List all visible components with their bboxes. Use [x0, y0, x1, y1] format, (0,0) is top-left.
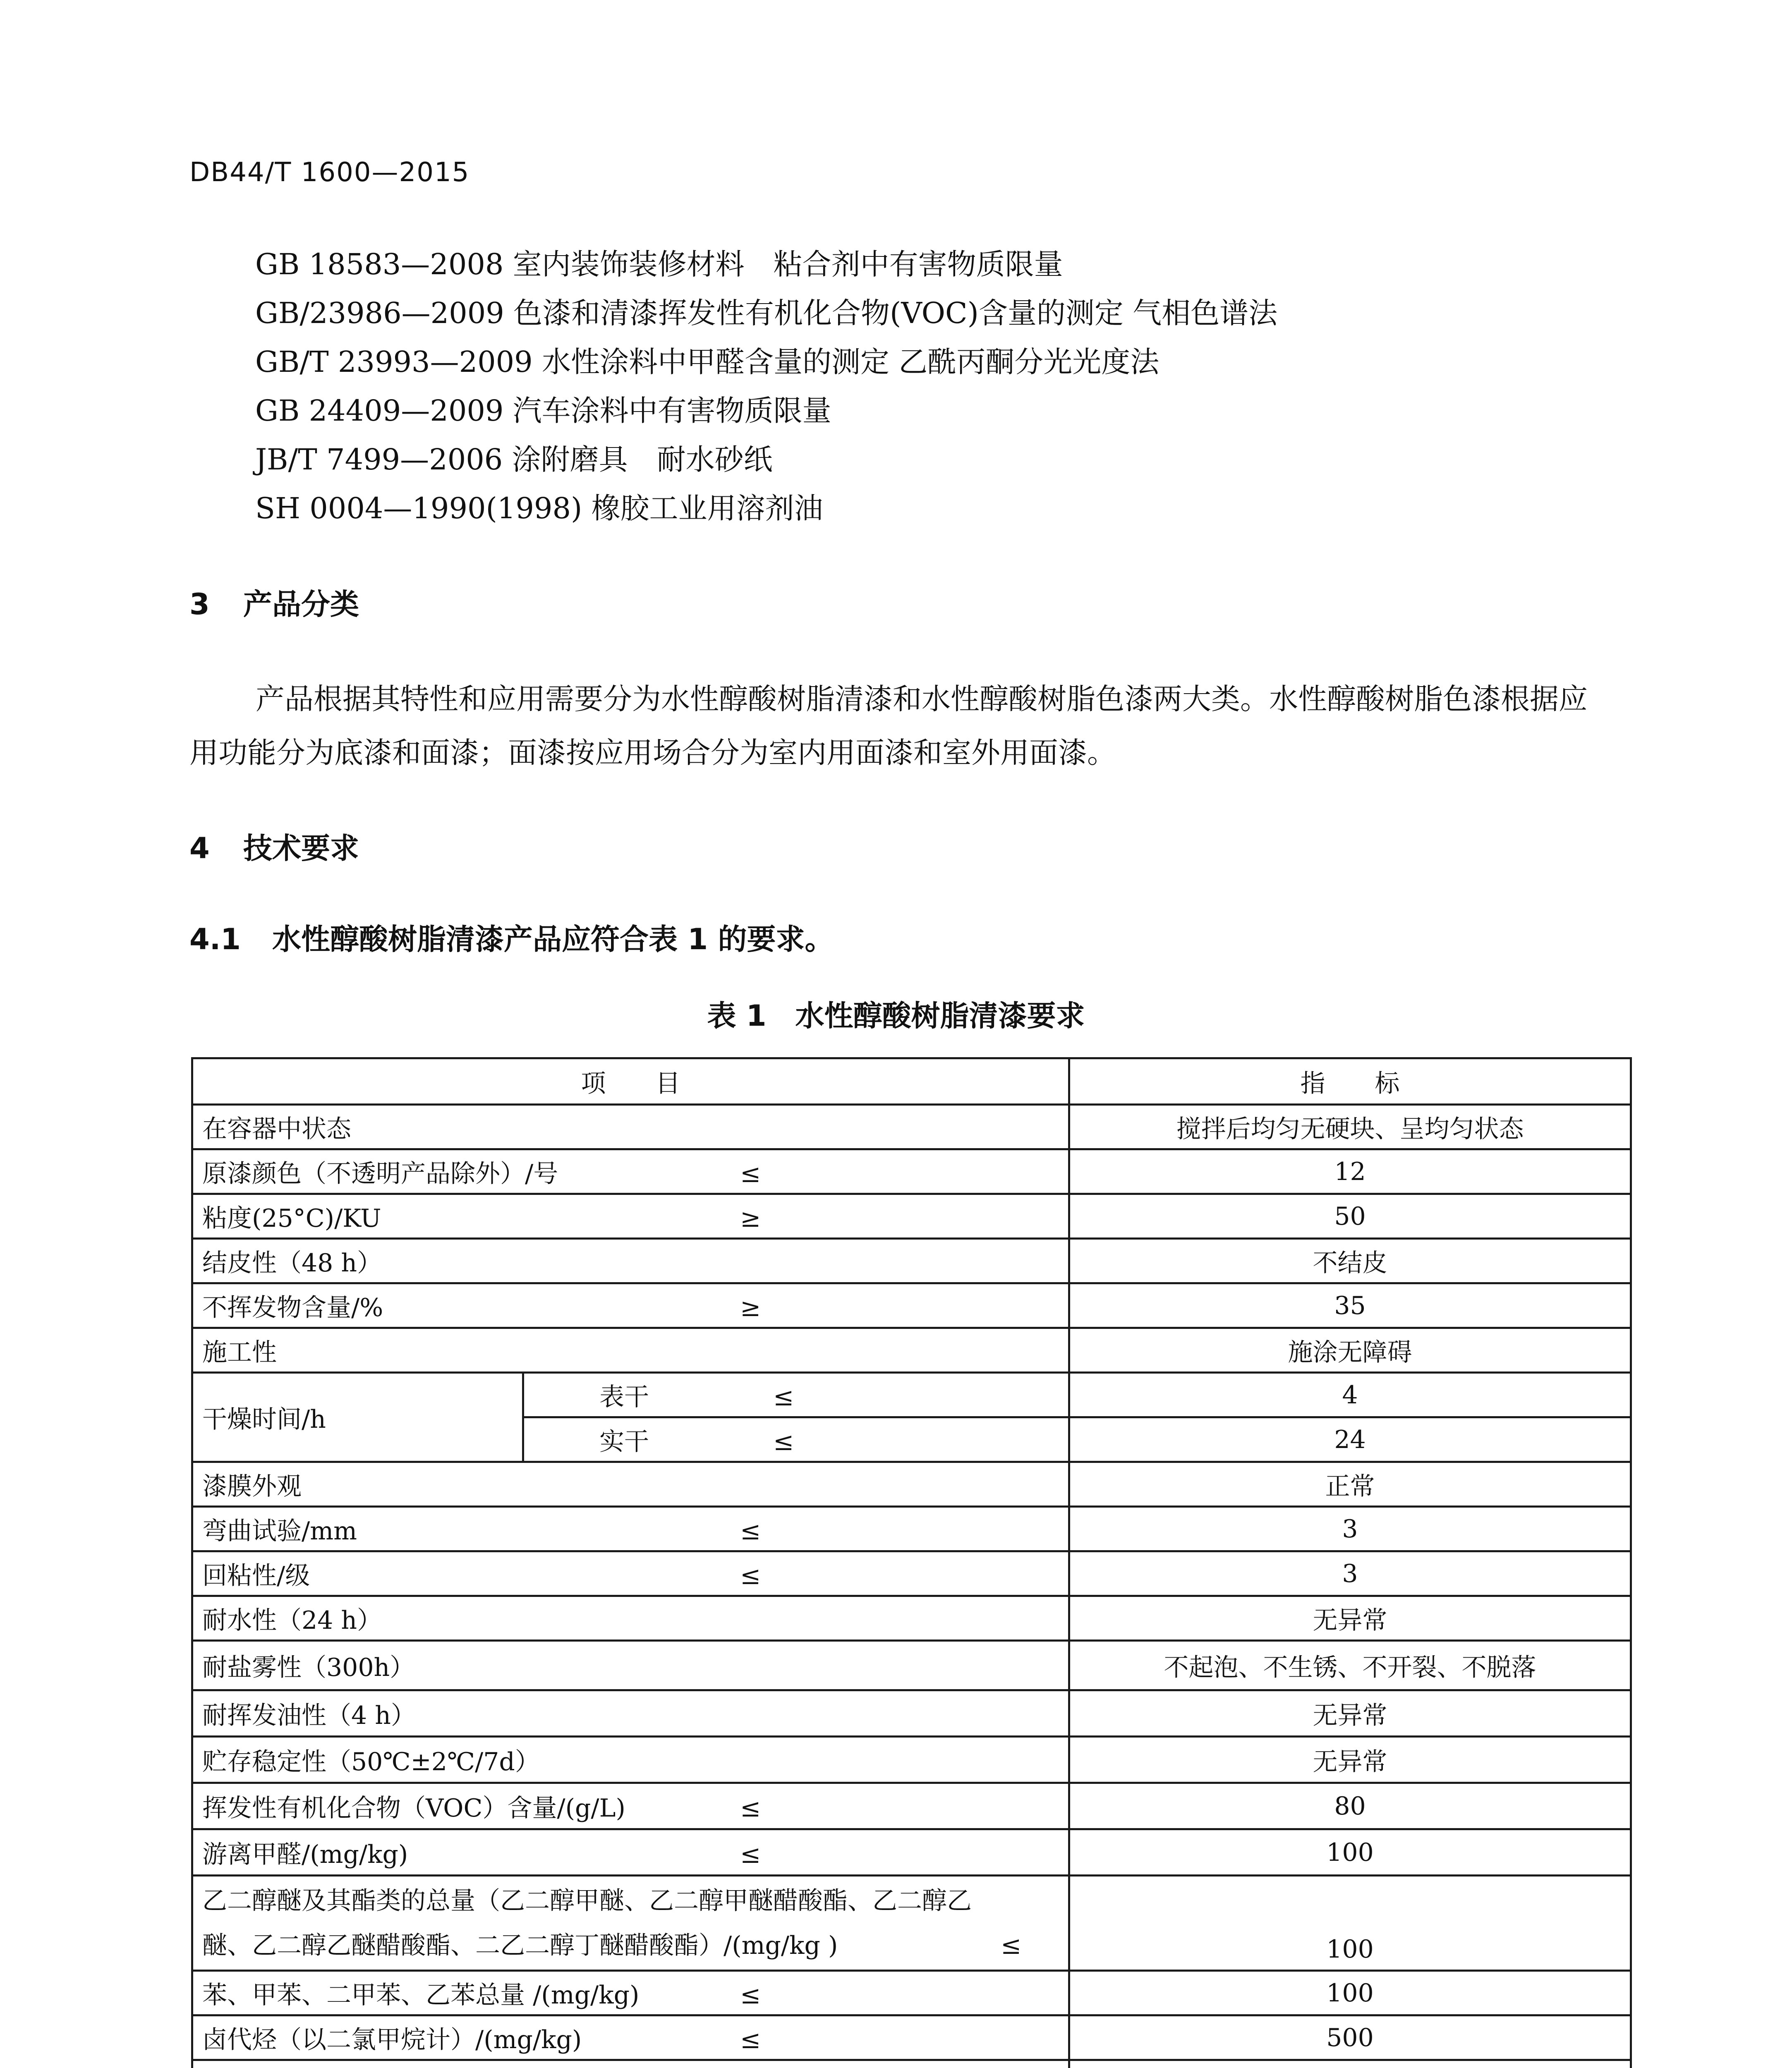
table-row [192, 1373, 1631, 1417]
sub-item-cell: 实干 ≤ [523, 1417, 1069, 1462]
index-cell: 500 [1069, 2015, 1631, 2060]
index-cell: 35 [1069, 1283, 1631, 1328]
section-4-heading [189, 825, 359, 867]
table-row [192, 1783, 1631, 1829]
table-row [192, 1971, 1631, 2015]
index-cell: 24 [1069, 1417, 1631, 1462]
item-cell: 粘度(25°C)/KU ≥ [192, 1194, 1069, 1239]
index-cell: 不结皮 [1069, 1239, 1631, 1283]
table-row [192, 1551, 1631, 1596]
item-cell: 干燥时间/h [192, 1373, 523, 1462]
table-row [192, 1283, 1631, 1328]
item-cell: 耐盐雾性（300h） [192, 1641, 1069, 1690]
item-cell: 不挥发物含量/% ≥ [192, 1283, 1069, 1328]
table-row [192, 1690, 1631, 1737]
section-number: 4 [189, 831, 210, 865]
index-cell: 无异常 [1069, 1737, 1631, 1783]
item-cell: 原漆颜色（不透明产品除外）/号 ≤ [192, 1149, 1069, 1194]
item-cell: 施工性 [192, 1328, 1069, 1373]
index-cell: 100 [1069, 1829, 1631, 1876]
header-index: 指 标 [1069, 1058, 1631, 1105]
section-title: 产品分类 [243, 587, 359, 621]
table-row [192, 1829, 1631, 1876]
table-row [192, 2015, 1631, 2060]
index-cell: 无异常 [1069, 1690, 1631, 1737]
item-cell: 苯、甲苯、二甲苯、乙苯总量 /(mg/kg) ≤ [192, 1971, 1069, 2015]
table-header-row [192, 1058, 1631, 1105]
header-item: 项 目 [192, 1058, 1069, 1105]
section-number: 3 [189, 587, 210, 621]
index-cell: 100 [1069, 1876, 1631, 1971]
item-cell: 贮存稳定性（50℃±2℃/7d） [192, 1737, 1069, 1783]
item-cell: 回粘性/级 ≤ [192, 1551, 1069, 1596]
table-row [192, 2060, 1631, 2068]
item-cell: 耐水性（24 h） [192, 1596, 1069, 1641]
item-cell: 挥发性有机化合物（VOC）含量/(g/L) ≤ [192, 1783, 1069, 1829]
index-cell: 正常 [1069, 1462, 1631, 1507]
sub-item-cell: 表干 ≤ [523, 1373, 1069, 1417]
reference-item: GB/23986—2009 色漆和清漆挥发性有机化合物(VOC)含量的测定 气相色谱法 [255, 296, 1278, 330]
index-cell: 4 [1069, 1373, 1631, 1417]
item-cell: 卤代烃（以二氯甲烷计）/(mg/kg) ≤ [192, 2015, 1069, 2060]
item-cell: 弯曲试验/mm ≤ [192, 1507, 1069, 1551]
requirements-table [191, 1057, 1632, 2068]
index-cell: 施涂无障碍 [1069, 1328, 1631, 1373]
index-cell: 不起泡、不生锈、不开裂、不脱落 [1069, 1641, 1631, 1690]
item-cell: 游离甲醛/(mg/kg) ≤ [192, 1829, 1069, 1876]
section-title: 技术要求 [243, 831, 359, 865]
table-row [192, 1641, 1631, 1690]
section-3-heading [189, 581, 359, 623]
table-row [192, 1239, 1631, 1283]
item-cell: 耐挥发油性（4 h） [192, 1690, 1069, 1737]
item-cell: 乙二醇醚及其酯类的总量（乙二醇甲醚、乙二醇甲醚醋酸酯、乙二醇乙 醚、乙二醇乙醚醋酸酯、二乙二醇丁醚醋酸酯）/(mg/kg ) ≤ [192, 1876, 1069, 1971]
table-row [192, 1876, 1631, 1971]
item-cell: 漆膜外观 [192, 1462, 1069, 1507]
section-3-paragraph: 产品根据其特性和应用需要分为水性醇酸树脂清漆和水性醇酸树脂色漆两大类。水性醇酸树脂色漆根据应用功能分为底漆和面漆；面漆按应用场合分为室内用面漆和室外用面漆。 [189, 682, 1588, 770]
item-cell: 在容器中状态 [192, 1105, 1069, 1149]
section-number: 4.1 [189, 922, 241, 956]
table-caption: 表 1 水性醇酸树脂清漆要求 [707, 999, 1085, 1033]
index-cell: 搅拌后均匀无硬块、呈均匀状态 [1069, 1105, 1631, 1149]
table-row [192, 1105, 1631, 1149]
item-cell [192, 2060, 1069, 2068]
reference-item: GB/T 23993—2009 水性涂料中甲醛含量的测定 乙酰丙酮分光光度法 [255, 345, 1160, 379]
index-cell: 100 [1069, 1971, 1631, 2015]
index-cell: 50 [1069, 1194, 1631, 1239]
index-cell: 12 [1069, 1149, 1631, 1194]
reference-item: GB 24409—2009 汽车涂料中有害物质限量 [255, 394, 831, 428]
table-row [192, 1462, 1631, 1507]
document-code: DB44/T 1600—2015 [189, 157, 470, 188]
reference-item: JB/T 7499—2006 涂附磨具 耐水砂纸 [255, 443, 773, 476]
reference-list [255, 240, 1277, 533]
reference-item: GB 18583—2008 室内装饰装修材料 粘合剂中有害物质限量 [255, 247, 1063, 281]
table-row [192, 1328, 1631, 1373]
table-row [192, 1737, 1631, 1783]
table-row [192, 1596, 1631, 1641]
index-cell: 80 [1069, 1783, 1631, 1829]
index-cell: 3 [1069, 1507, 1631, 1551]
table-row [192, 1149, 1631, 1194]
reference-item: SH 0004—1990(1998) 橡胶工业用溶剂油 [255, 491, 823, 525]
index-cell: 3 [1069, 1551, 1631, 1596]
index-cell [1069, 2060, 1631, 2068]
section-title: 水性醇酸树脂清漆产品应符合表 1 的要求。 [272, 922, 834, 956]
section-4-1-heading [189, 916, 834, 958]
index-cell: 无异常 [1069, 1596, 1631, 1641]
table-row [192, 1507, 1631, 1551]
table-row [192, 1194, 1631, 1239]
item-cell: 结皮性（48 h） [192, 1239, 1069, 1283]
